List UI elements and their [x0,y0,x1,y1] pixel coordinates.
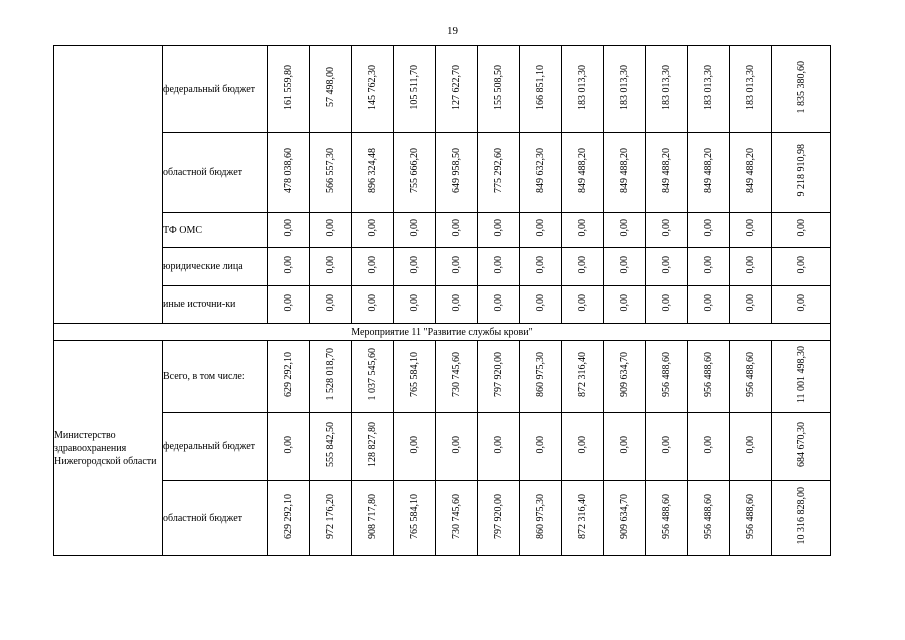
funding-source: Всего, в том числе: [163,341,268,413]
year-value-text: 0,00 [577,293,588,312]
year-value [688,413,730,481]
year-value [352,481,394,556]
year-value [730,46,772,133]
funding-source: областной бюджет [163,481,268,556]
year-value [394,481,436,556]
table-row [54,46,831,133]
year-value-text: 0,00 [619,293,630,312]
year-value [352,133,394,213]
year-value-text: 860 975,30 [535,352,546,397]
total-value [772,213,831,248]
year-value-text: 0,00 [577,219,588,237]
year-value-text: 161 559,80 [283,64,294,110]
year-value [310,46,352,133]
year-value-text: 0,00 [325,293,336,312]
year-value-text: 0,00 [619,255,630,274]
year-value-text: 183 013,30 [661,64,672,110]
year-value [646,413,688,481]
funding-source: федеральный бюджет [163,46,268,133]
year-value-text: 908 717,80 [367,493,378,539]
year-value-text: 166 851,10 [535,64,546,110]
year-value-text: 775 292,60 [493,148,504,193]
year-value [520,213,562,248]
year-value [394,248,436,286]
year-value [478,341,520,413]
year-value [688,46,730,133]
event-title: Мероприятие 11 "Развитие службы крови" [54,324,831,341]
year-value-text: 755 666,20 [409,148,420,193]
table-row [54,286,831,324]
year-value [604,248,646,286]
year-value [646,133,688,213]
table-row [54,413,831,481]
year-value [646,481,688,556]
year-value-text: 155 508,50 [493,64,504,110]
year-value-text: 183 013,30 [577,64,588,110]
total-value-text: 9 218 910,98 [795,144,807,197]
year-value-text: 0,00 [325,219,336,237]
year-value [646,248,688,286]
year-value [394,46,436,133]
year-value [604,286,646,324]
year-value-text: 956 488,60 [745,352,756,397]
year-value-text: 183 013,30 [745,64,756,110]
year-value [730,341,772,413]
year-value [478,213,520,248]
year-value [268,413,310,481]
year-value-text: 730 745,60 [451,493,462,539]
year-value [268,286,310,324]
table-row [54,133,831,213]
year-value-text: 1 528 018,70 [325,348,336,401]
funding-source: областной бюджет [163,133,268,213]
total-value [772,481,831,556]
year-value [730,481,772,556]
year-value-text: 0,00 [745,435,756,454]
year-value [310,481,352,556]
year-value [268,481,310,556]
total-value [772,286,831,324]
year-value-text: 183 013,30 [703,64,714,110]
year-value [520,46,562,133]
year-value-text: 0,00 [367,293,378,312]
year-value-text: 0,00 [535,255,546,274]
year-value [310,341,352,413]
year-value [520,481,562,556]
year-value-text: 145 762,30 [367,64,378,110]
year-value-text: 872 316,40 [577,493,588,539]
total-value [772,248,831,286]
responsible-cell [54,46,163,324]
year-value-text: 0,00 [367,219,378,237]
year-value [604,341,646,413]
year-value-text: 896 324,48 [367,148,378,193]
year-value-text: 849 632,30 [535,148,546,193]
year-value-text: 57 498,00 [325,67,336,107]
year-value-text: 0,00 [577,255,588,274]
year-value-text: 0,00 [661,255,672,274]
year-value [688,213,730,248]
year-value-text: 0,00 [409,435,420,454]
year-value [436,213,478,248]
total-value-text: 0,00 [795,255,807,274]
table-row [54,481,831,556]
year-value-text: 0,00 [535,293,546,312]
year-value [478,46,520,133]
year-value-text: 0,00 [283,435,294,454]
event-header-row [54,324,831,341]
year-value-text: 860 975,30 [535,493,546,539]
year-value [436,46,478,133]
total-value-text: 11 001 498,30 [795,345,807,404]
year-value [478,286,520,324]
year-value [688,481,730,556]
year-value-text: 183 013,30 [619,64,630,110]
year-value [604,213,646,248]
page-number: 19 [447,25,458,37]
year-value [436,413,478,481]
year-value-text: 649 958,50 [451,148,462,193]
year-value [520,341,562,413]
year-value [562,341,604,413]
year-value [268,248,310,286]
year-value [604,133,646,213]
table-row [54,248,831,286]
year-value [730,286,772,324]
year-value-text: 972 176,20 [325,493,336,539]
year-value [520,133,562,213]
total-value [772,46,831,133]
year-value [562,481,604,556]
year-value-text: 909 634,70 [619,493,630,539]
year-value-text: 872 316,40 [577,352,588,397]
year-value [646,341,688,413]
year-value [268,213,310,248]
year-value-text: 0,00 [367,255,378,274]
year-value [688,341,730,413]
year-value [562,286,604,324]
year-value-text: 0,00 [451,255,462,274]
year-value-text: 797 920,00 [493,352,504,397]
year-value-text: 0,00 [409,255,420,274]
year-value-text: 849 488,20 [619,148,630,193]
year-value [436,286,478,324]
year-value [688,286,730,324]
year-value-text: 0,00 [745,219,756,237]
year-value-text: 0,00 [535,435,546,454]
year-value-text: 0,00 [703,255,714,274]
year-value-text: 629 292,10 [283,493,294,539]
year-value [562,133,604,213]
year-value-text: 730 745,60 [451,352,462,397]
year-value-text: 0,00 [283,255,294,274]
year-value-text: 0,00 [661,435,672,454]
year-value-text: 909 634,70 [619,352,630,397]
year-value [394,213,436,248]
table-row [54,341,831,413]
budget-table [53,45,831,556]
year-value [646,213,688,248]
year-value [310,413,352,481]
total-value [772,413,831,481]
year-value [520,286,562,324]
year-value-text: 956 488,60 [661,352,672,397]
year-value-text: 127 622,70 [451,64,462,110]
year-value-text: 478 038,60 [283,148,294,193]
year-value [310,248,352,286]
year-value [478,133,520,213]
year-value [562,46,604,133]
year-value-text: 0,00 [325,255,336,274]
year-value [730,213,772,248]
year-value [394,413,436,481]
total-value-text: 1 835 380,60 [795,60,807,114]
year-value-text: 0,00 [451,293,462,312]
year-value [352,213,394,248]
year-value-text: 0,00 [283,293,294,312]
year-value-text: 0,00 [451,435,462,454]
year-value [730,413,772,481]
year-value [352,413,394,481]
year-value-text: 849 488,20 [661,148,672,193]
year-value-text: 0,00 [661,219,672,237]
year-value [646,286,688,324]
year-value-text: 0,00 [619,219,630,237]
year-value-text: 629 292,10 [283,352,294,397]
year-value [436,481,478,556]
year-value-text: 0,00 [619,435,630,454]
year-value-text: 0,00 [493,293,504,312]
year-value-text: 555 842,50 [325,422,336,467]
year-value-text: 105 511,70 [409,64,420,110]
year-value [604,413,646,481]
year-value [688,248,730,286]
year-value-text: 956 488,60 [661,493,672,539]
year-value [394,133,436,213]
year-value [730,248,772,286]
year-value [352,248,394,286]
year-value [436,133,478,213]
year-value-text: 956 488,60 [703,493,714,539]
year-value-text: 0,00 [493,219,504,237]
year-value-text: 1 037 545,60 [367,348,378,401]
year-value-text: 0,00 [745,255,756,274]
year-value [478,248,520,286]
year-value [394,286,436,324]
year-value [394,341,436,413]
total-value-text: 10 316 828,00 [795,487,807,545]
year-value [268,133,310,213]
table-row [54,213,831,248]
year-value [562,213,604,248]
total-value-text: 0,00 [795,293,807,312]
funding-source: ТФ ОМС [163,213,268,248]
year-value-text: 765 584,10 [409,352,420,397]
year-value [352,46,394,133]
year-value-text: 0,00 [577,435,588,454]
year-value-text: 0,00 [493,435,504,454]
year-value-text: 0,00 [703,219,714,237]
year-value [268,341,310,413]
year-value-text: 0,00 [493,255,504,274]
year-value-text: 797 920,00 [493,493,504,539]
year-value-text: 0,00 [451,219,462,237]
year-value-text: 765 584,10 [409,493,420,539]
year-value-text: 0,00 [535,219,546,237]
year-value [352,286,394,324]
year-value-text: 0,00 [409,219,420,237]
year-value [478,413,520,481]
year-value-text: 0,00 [409,293,420,312]
year-value-text: 849 488,20 [745,148,756,193]
funding-source: федеральный бюджет [163,413,268,481]
year-value [730,133,772,213]
year-value [520,413,562,481]
year-value-text: 0,00 [703,435,714,454]
total-value [772,133,831,213]
year-value-text: 849 488,20 [703,148,714,193]
year-value [688,133,730,213]
year-value [604,481,646,556]
year-value [436,248,478,286]
year-value-text: 956 488,60 [703,352,714,397]
year-value-text: 128 827,80 [367,422,378,467]
responsible-ministry: Министерство здравоохранения Нижегородской области [54,341,163,556]
year-value [352,341,394,413]
year-value [268,46,310,133]
funding-source: юридические лица [163,248,268,286]
year-value [562,413,604,481]
year-value-text: 956 488,60 [745,493,756,539]
year-value [478,481,520,556]
year-value-text: 849 488,20 [577,148,588,193]
total-value-text: 684 670,30 [795,422,807,467]
year-value-text: 566 557,30 [325,148,336,193]
year-value-text: 0,00 [661,293,672,312]
year-value-text: 0,00 [703,293,714,312]
year-value [310,286,352,324]
year-value [646,46,688,133]
year-value [520,248,562,286]
year-value-text: 0,00 [745,293,756,312]
year-value [310,133,352,213]
year-value [310,213,352,248]
funding-source: иные источни-ки [163,286,268,324]
year-value [604,46,646,133]
total-value [772,341,831,413]
year-value [436,341,478,413]
year-value-text: 0,00 [283,219,294,237]
total-value-text: 0,00 [795,219,807,237]
year-value [562,248,604,286]
